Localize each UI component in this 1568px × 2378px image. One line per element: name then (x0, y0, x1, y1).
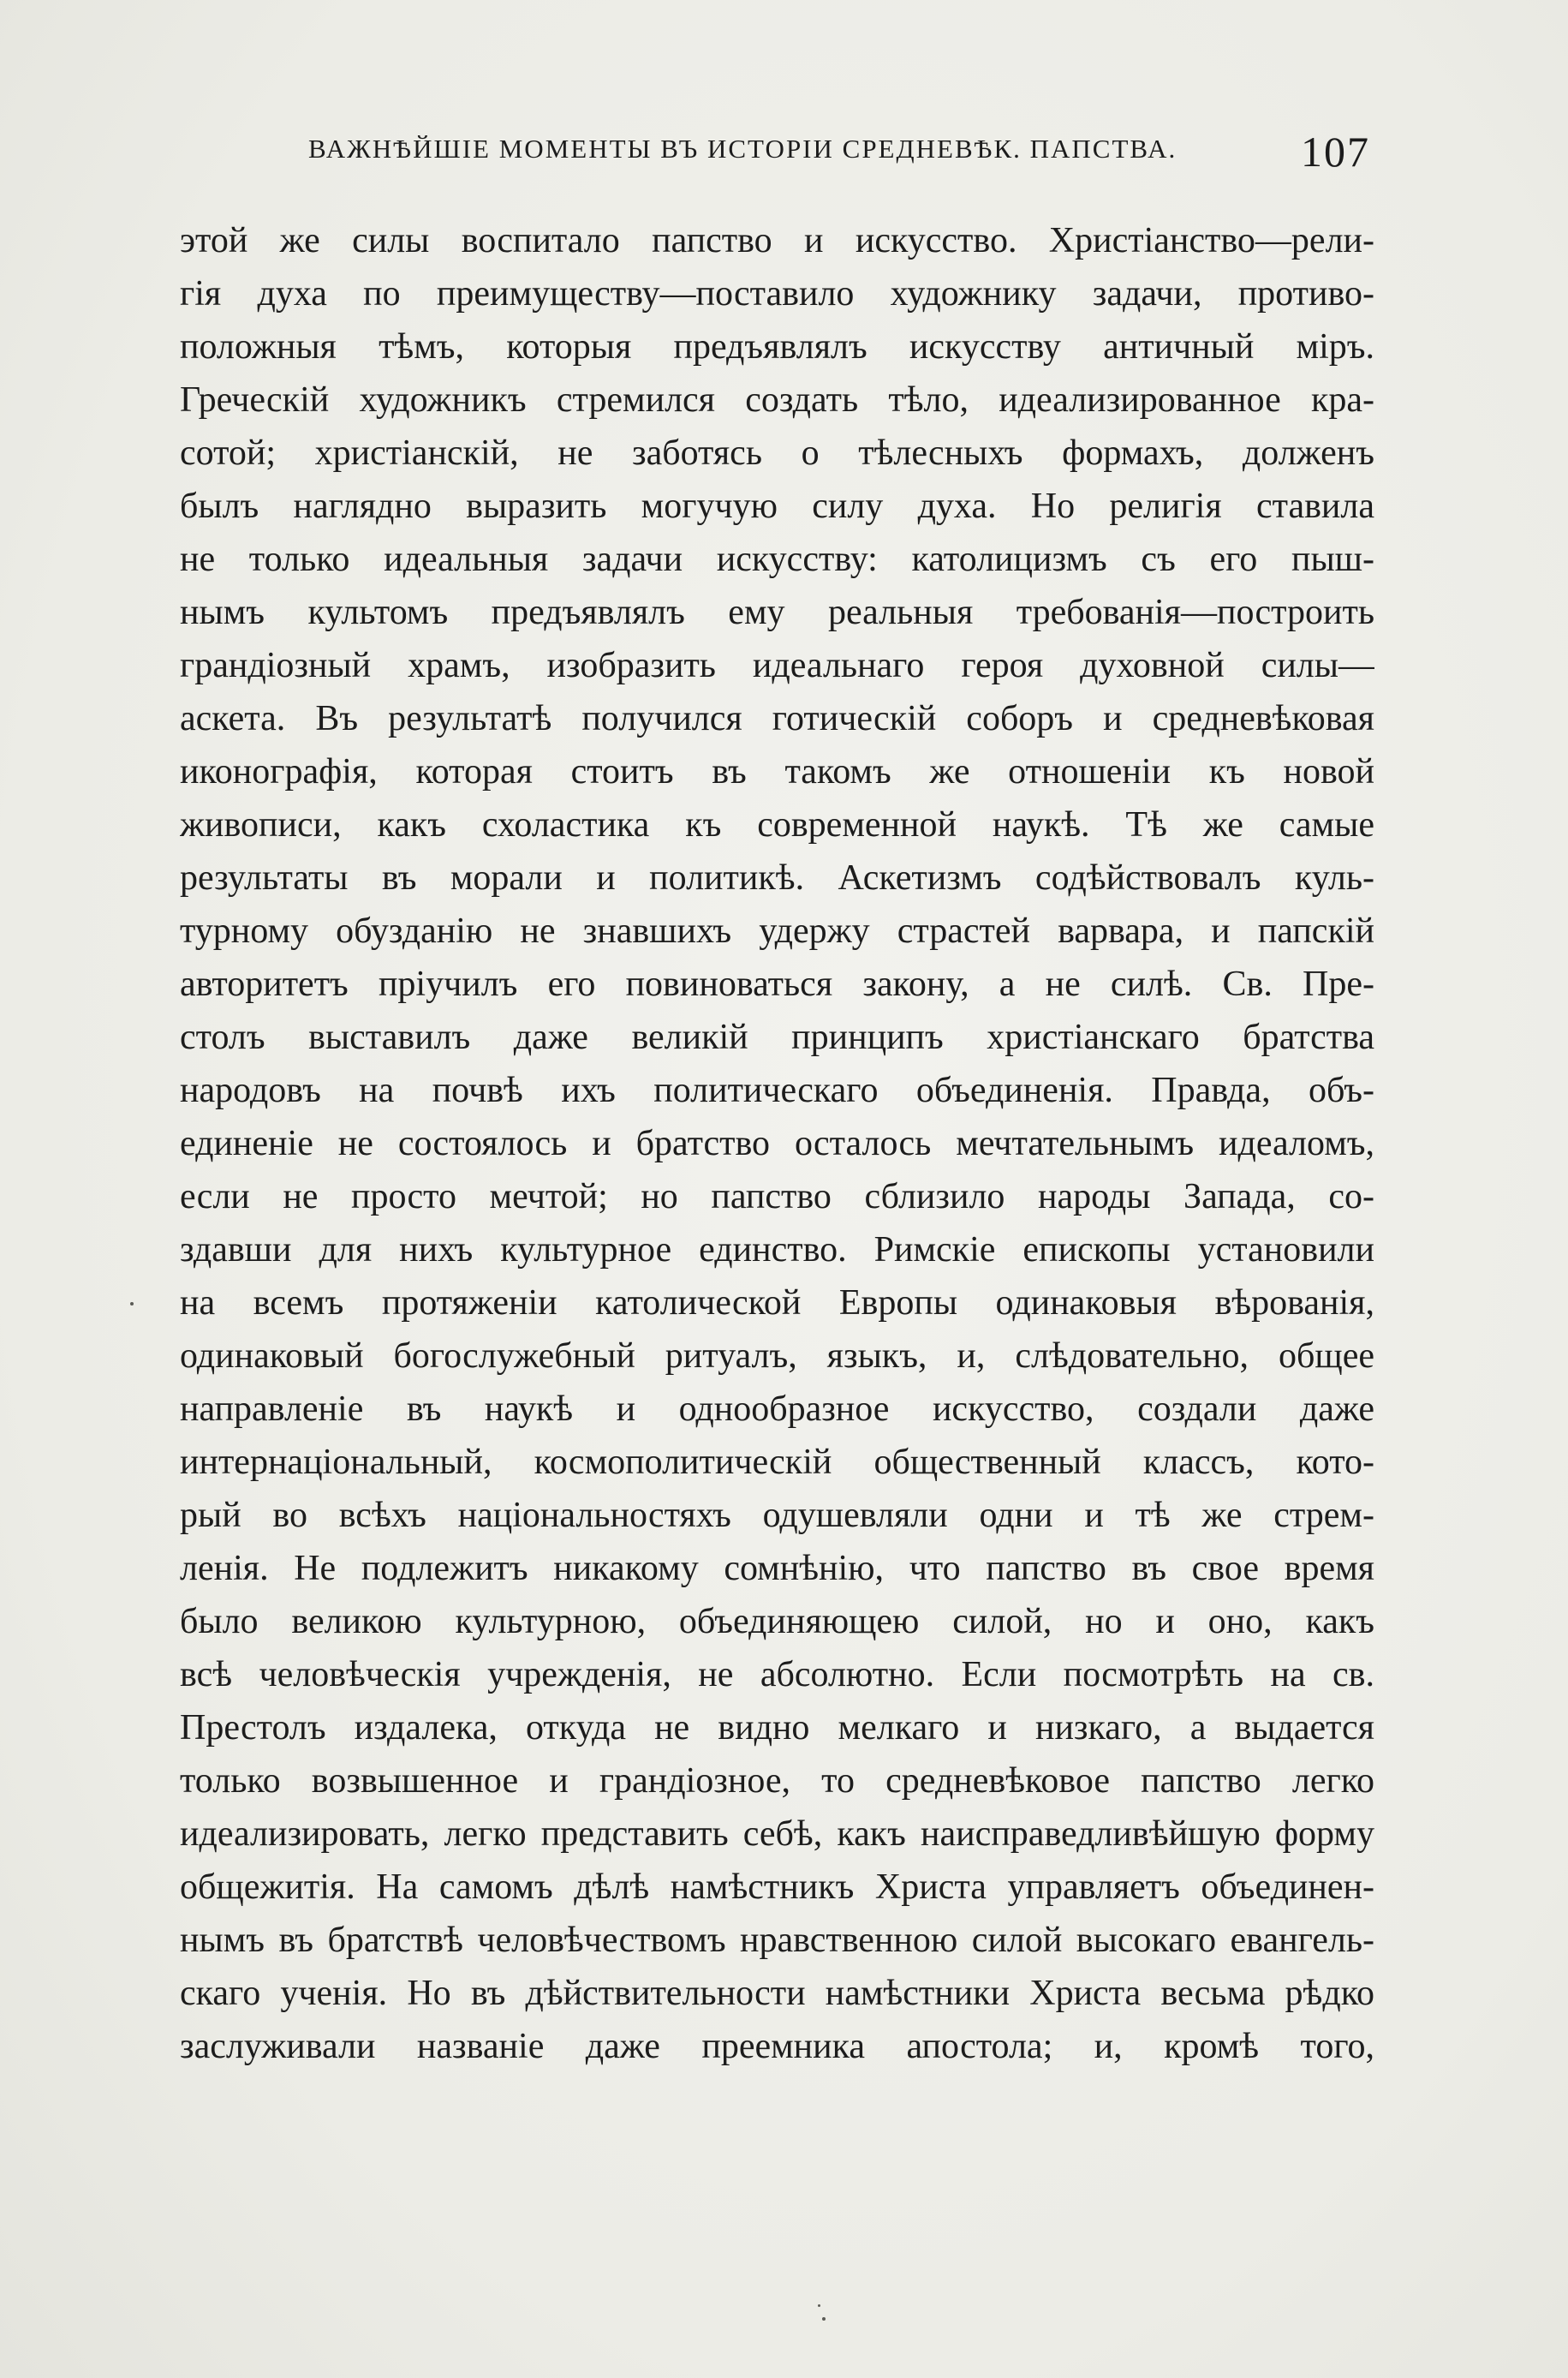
text-line: не только идеальныя задачи искусству: католицизмъ съ его пыш- (180, 540, 1374, 579)
text-line: результаты въ морали и политикѣ. Аскетизмъ содѣйствовалъ куль- (180, 858, 1374, 898)
text-line: общежитія. На самомъ дѣлѣ намѣстникъ Христа управляетъ объединен- (180, 1867, 1374, 1907)
running-head (308, 127, 1370, 178)
text-line: иконографія, которая стоитъ въ такомъ же отношеніи къ новой (180, 752, 1374, 792)
text-line: одинаковый богослужебный ритуалъ, языкъ, и, слѣдовательно, общее (180, 1336, 1374, 1376)
text-line: на всемъ протяженіи католической Европы одинаковыя вѣрованія, (180, 1283, 1374, 1323)
text-line: грандіозный храмъ, изобразить идеальнаго героя духовной силы— (180, 646, 1374, 685)
paper-speck (822, 2317, 826, 2321)
text-line: заслуживали названіе даже преемника апостола; и, кромѣ того, (180, 2027, 1374, 2066)
text-line: нымъ культомъ предъявлялъ ему реальныя требованія—построить (180, 593, 1374, 632)
text-line: аскета. Въ результатѣ получился готическій соборъ и средневѣковая (180, 699, 1374, 738)
text-line: живописи, какъ схоластика къ современной наукѣ. Тѣ же самые (180, 805, 1374, 845)
text-line: авторитетъ пріучилъ его повиноваться закону, а не силѣ. Св. Пре- (180, 965, 1374, 1004)
text-line: рый во всѣхъ національностяхъ одушевляли одни и тѣ же стрем- (180, 1496, 1374, 1535)
text-line: народовъ на почвѣ ихъ политическаго объединенія. Правда, объ- (180, 1071, 1374, 1110)
text-line: было великою культурною, объединяющею силой, но и оно, какъ (180, 1602, 1374, 1641)
text-line: гія духа по преимуществу—поставило художнику задачи, противо- (180, 274, 1374, 314)
text-line: скаго ученія. Но въ дѣйствительности намѣстники Христа весьма рѣдко (180, 1974, 1374, 2013)
text-line: столъ выставилъ даже великій принципъ христіанскаго братства (180, 1018, 1374, 1057)
text-line: турному обузданію не знавшихъ удержу страстей варвара, и папскій (180, 911, 1374, 951)
text-line: интернаціональный, космополитическій общественный классъ, кото- (180, 1443, 1374, 1482)
text-line: здавши для нихъ культурное единство. Римскіе епископы установили (180, 1230, 1374, 1270)
text-line: идеализировать, легко представить себѣ, какъ наисправедливѣйшую форму (180, 1814, 1374, 1854)
text-line: только возвышенное и грандіозное, то средневѣковое папство легко (180, 1761, 1374, 1801)
running-title: ВАЖНѢЙШІЕ МОМЕНТЫ ВЪ ИСТОРІИ СРЕДНЕВѢК. ПАПСТВА. (308, 134, 1177, 164)
paper-speck (818, 2304, 820, 2307)
text-line: сотой; христіанскій, не заботясь о тѣлесныхъ формахъ, долженъ (180, 433, 1374, 473)
text-line: ленія. Не подлежитъ никакому сомнѣнію, что папство въ свое время (180, 1549, 1374, 1588)
body-text (180, 214, 1374, 2073)
text-line: положныя тѣмъ, которыя предъявлялъ искусству античный міръ. (180, 327, 1374, 367)
text-line: если не просто мечтой; но папство сблизило народы Запада, со- (180, 1177, 1374, 1216)
text-line: всѣ человѣческія учрежденія, не абсолютно. Если посмотрѣть на св. (180, 1655, 1374, 1694)
page-number: 107 (1301, 128, 1370, 176)
text-line: былъ наглядно выразить могучую силу духа. Но религія ставила (180, 487, 1374, 526)
text-line: Греческій художникъ стремился создать тѣло, идеализированное кра- (180, 380, 1374, 420)
paper-speck (130, 1302, 134, 1306)
text-line: Престолъ издалека, откуда не видно мелкаго и низкаго, а выдается (180, 1708, 1374, 1748)
text-line: этой же силы воспитало папство и искусство. Христіанство—рели- (180, 221, 1374, 260)
text-line: направленіе въ наукѣ и однообразное искусство, создали даже (180, 1389, 1374, 1429)
text-line: нымъ въ братствѣ человѣчествомъ нравственною силой высокаго евангель- (180, 1921, 1374, 1960)
text-line: единеніе не состоялось и братство осталось мечтательнымъ идеаломъ, (180, 1124, 1374, 1163)
